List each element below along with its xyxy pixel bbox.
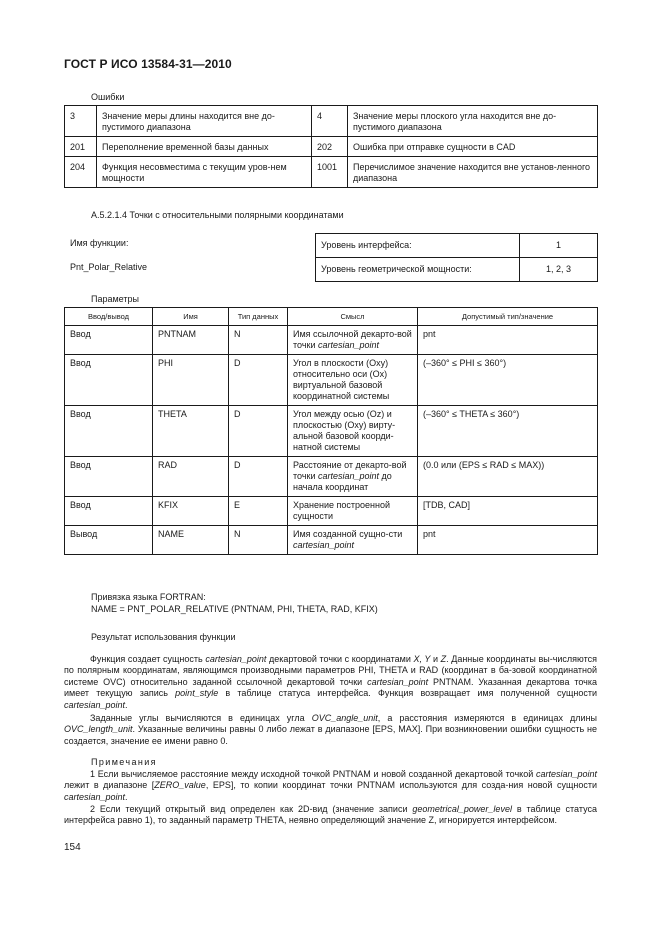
text-run: декартовой точки с координатами bbox=[266, 654, 414, 664]
meaning-text: Расстояние от декарто-вой точки bbox=[293, 460, 407, 481]
param-name: PNTNAM bbox=[153, 326, 229, 355]
text-run: лежит в диапазоне [ bbox=[64, 780, 155, 791]
param-value: pnt bbox=[418, 526, 598, 555]
param-meaning bbox=[288, 326, 418, 355]
error-text: Перечислимое значение находится вне установ-ленного диапазона bbox=[348, 157, 598, 188]
interface-level-table bbox=[315, 233, 598, 282]
meaning-text: Угол между осью (Oz) и плоскостью (Oxy) вирту-альной базовой коорди-натной системы bbox=[293, 409, 396, 452]
meaning-term: cartesian_point bbox=[317, 340, 380, 350]
text-run: . Указанные величины равны 0 либо лежат в диапазоне [EPS, MAX]. При возникновении ошибки сущность не создается, значение ее имени равно 0. bbox=[64, 724, 597, 746]
param-io: Ввод bbox=[65, 355, 153, 406]
term: OVC_angle_unit bbox=[311, 713, 378, 723]
notes-heading: Примечания bbox=[91, 757, 157, 767]
geometric-power-value: 1, 2, 3 bbox=[520, 258, 598, 282]
param-type: D bbox=[229, 355, 288, 406]
term: OVC_length_unit bbox=[64, 724, 133, 735]
error-text: Ошибка при отправке сущности в CAD bbox=[348, 137, 598, 157]
text-run: PNTNAM. Указанная декартова точка имеет текущую запись bbox=[64, 676, 597, 699]
param-row bbox=[65, 326, 598, 355]
text-run: . Данные координаты вы-числяются по полярным координатам, являющимся производными параметров PHI, THETA и RAD (координат в ба-зовой координатной системе OVC) относительно заданной ссылочной декартовой точки bbox=[64, 654, 597, 687]
param-value: (0.0 или (EPS ≤ RAD ≤ MAX)) bbox=[418, 457, 598, 497]
interface-level-value: 1 bbox=[520, 234, 598, 258]
param-io: Ввод bbox=[65, 406, 153, 457]
param-row bbox=[65, 497, 598, 526]
column-header: Имя bbox=[153, 308, 229, 326]
error-text: Функция несовместима с текущим уров-нем мощности bbox=[97, 157, 312, 188]
result-heading: Результат использования функции bbox=[91, 632, 236, 642]
term: Z bbox=[440, 654, 447, 664]
term: X, Y bbox=[413, 654, 431, 664]
meaning-text: Хранение построенной сущности bbox=[293, 500, 390, 521]
result-paragraph-2 bbox=[64, 713, 597, 747]
param-value: (–360° ≤ THETA ≤ 360°) bbox=[418, 406, 598, 457]
text-run: , а расстояния измеряются в единицах длины bbox=[377, 713, 598, 723]
error-row bbox=[65, 137, 598, 157]
param-value: (–360° ≤ PHI ≤ 360°) bbox=[418, 355, 598, 406]
param-io: Ввод bbox=[65, 497, 153, 526]
param-value: [TDB, CAD] bbox=[418, 497, 598, 526]
meaning-text: Имя ссылочной декарто-вой точки bbox=[293, 329, 412, 350]
error-text: Переполнение временной базы данных bbox=[97, 137, 312, 157]
param-name: NAME bbox=[153, 526, 229, 555]
param-io: Ввод bbox=[65, 457, 153, 497]
text-run: в таблице статуса интерфейса. Функция возвращает имя полученной сущности bbox=[218, 688, 597, 699]
interface-level-label: Уровень интерфейса: bbox=[316, 234, 520, 258]
term: cartesian_point bbox=[367, 676, 429, 687]
error-text: Значение меры длины находится вне до-пустимого диапазона bbox=[97, 106, 312, 137]
text-run: и bbox=[430, 654, 441, 664]
param-meaning bbox=[288, 406, 418, 457]
text-run: . bbox=[125, 791, 128, 802]
column-header: Ввод/вывод bbox=[65, 308, 153, 326]
params-caption: Параметры bbox=[91, 294, 139, 304]
term: point_style bbox=[175, 688, 219, 699]
error-row bbox=[65, 106, 598, 137]
column-header: Смысл bbox=[288, 308, 418, 326]
error-code: 1001 bbox=[312, 157, 348, 188]
section-heading: А.5.2.1.4 Точки с относительными полярными координатами bbox=[91, 210, 344, 220]
errors-table bbox=[64, 105, 598, 188]
text-run: 1 Если вычисляемое расстояние между исходной точкой PNTNAM и новой созданной декартовой точкой bbox=[90, 769, 536, 779]
meaning-term: cartesian_point bbox=[293, 540, 355, 550]
error-code: 4 bbox=[312, 106, 348, 137]
fortran-code: NAME = PNT_POLAR_RELATIVE (PNTNAM, PHI, THETA, RAD, KFIX) bbox=[91, 604, 378, 614]
param-name: THETA bbox=[153, 406, 229, 457]
param-type: N bbox=[229, 526, 288, 555]
term: cartesian_point bbox=[64, 699, 126, 710]
error-code: 202 bbox=[312, 137, 348, 157]
meaning-term: cartesian_point bbox=[317, 471, 380, 481]
function-name-value: Pnt_Polar_Relative bbox=[70, 262, 148, 272]
param-row bbox=[65, 355, 598, 406]
param-meaning bbox=[288, 526, 418, 555]
error-code: 204 bbox=[65, 157, 97, 188]
param-row bbox=[65, 526, 598, 555]
param-row bbox=[65, 457, 598, 497]
term: cartesian_point bbox=[205, 654, 267, 664]
text-run: в таблице статуса интерфейса равно 1), то заданный параметр THETA, неявно определяющий значение Z, игнорируется интерфейсом. bbox=[64, 804, 597, 826]
text-run: Заданные углы вычисляются в единицах угла bbox=[90, 713, 312, 723]
param-row bbox=[65, 406, 598, 457]
param-meaning bbox=[288, 457, 418, 497]
param-type: D bbox=[229, 457, 288, 497]
result-paragraph-1 bbox=[64, 654, 597, 711]
term: cartesian_point bbox=[64, 791, 126, 802]
geometric-power-label: Уровень геометрической мощности: bbox=[316, 258, 520, 282]
text-run: Функция создает сущность bbox=[90, 654, 206, 664]
meaning-text: Угол в плоскости (Oxy) относительно оси (Ox) виртуальной базовой координатной системы bbox=[293, 358, 390, 401]
param-type: N bbox=[229, 326, 288, 355]
note-1 bbox=[64, 769, 597, 803]
error-code: 201 bbox=[65, 137, 97, 157]
errors-caption: Ошибки bbox=[91, 92, 125, 102]
error-text: Значение меры плоского угла находится вне до-пустимого диапазона bbox=[348, 106, 598, 137]
term: cartesian_point bbox=[535, 769, 597, 779]
page-number: 154 bbox=[64, 842, 81, 853]
term: ZERO_value bbox=[154, 780, 206, 791]
text-run: , EPS], то копии координат точки PNTNAM используются для созда-ния новой сущности bbox=[205, 780, 597, 791]
param-meaning bbox=[288, 497, 418, 526]
text-run: 2 Если текущий открытый вид определен как 2D-вид (значение записи bbox=[90, 804, 413, 814]
meaning-text: Имя созданной сущно-сти bbox=[293, 529, 403, 539]
term: geometrical_power_level bbox=[412, 804, 512, 814]
param-name: PHI bbox=[153, 355, 229, 406]
fortran-label: Привязка языка FORTRAN: bbox=[91, 592, 206, 602]
param-io: Ввод bbox=[65, 326, 153, 355]
meaning-text: до начала координат bbox=[293, 471, 392, 492]
column-header: Допустимый тип/значение bbox=[418, 308, 598, 326]
note-2 bbox=[64, 804, 597, 827]
param-type: E bbox=[229, 497, 288, 526]
text-run: . bbox=[125, 699, 128, 710]
error-row bbox=[65, 157, 598, 188]
error-code: 3 bbox=[65, 106, 97, 137]
param-value: pnt bbox=[418, 326, 598, 355]
param-io: Вывод bbox=[65, 526, 153, 555]
param-type: D bbox=[229, 406, 288, 457]
param-name: KFIX bbox=[153, 497, 229, 526]
column-header: Тип данных bbox=[229, 308, 288, 326]
function-name-label: Имя функции: bbox=[70, 238, 129, 248]
page-header: ГОСТ Р ИСО 13584-31—2010 bbox=[64, 57, 232, 71]
params-table bbox=[64, 307, 598, 555]
param-meaning bbox=[288, 355, 418, 406]
param-name: RAD bbox=[153, 457, 229, 497]
